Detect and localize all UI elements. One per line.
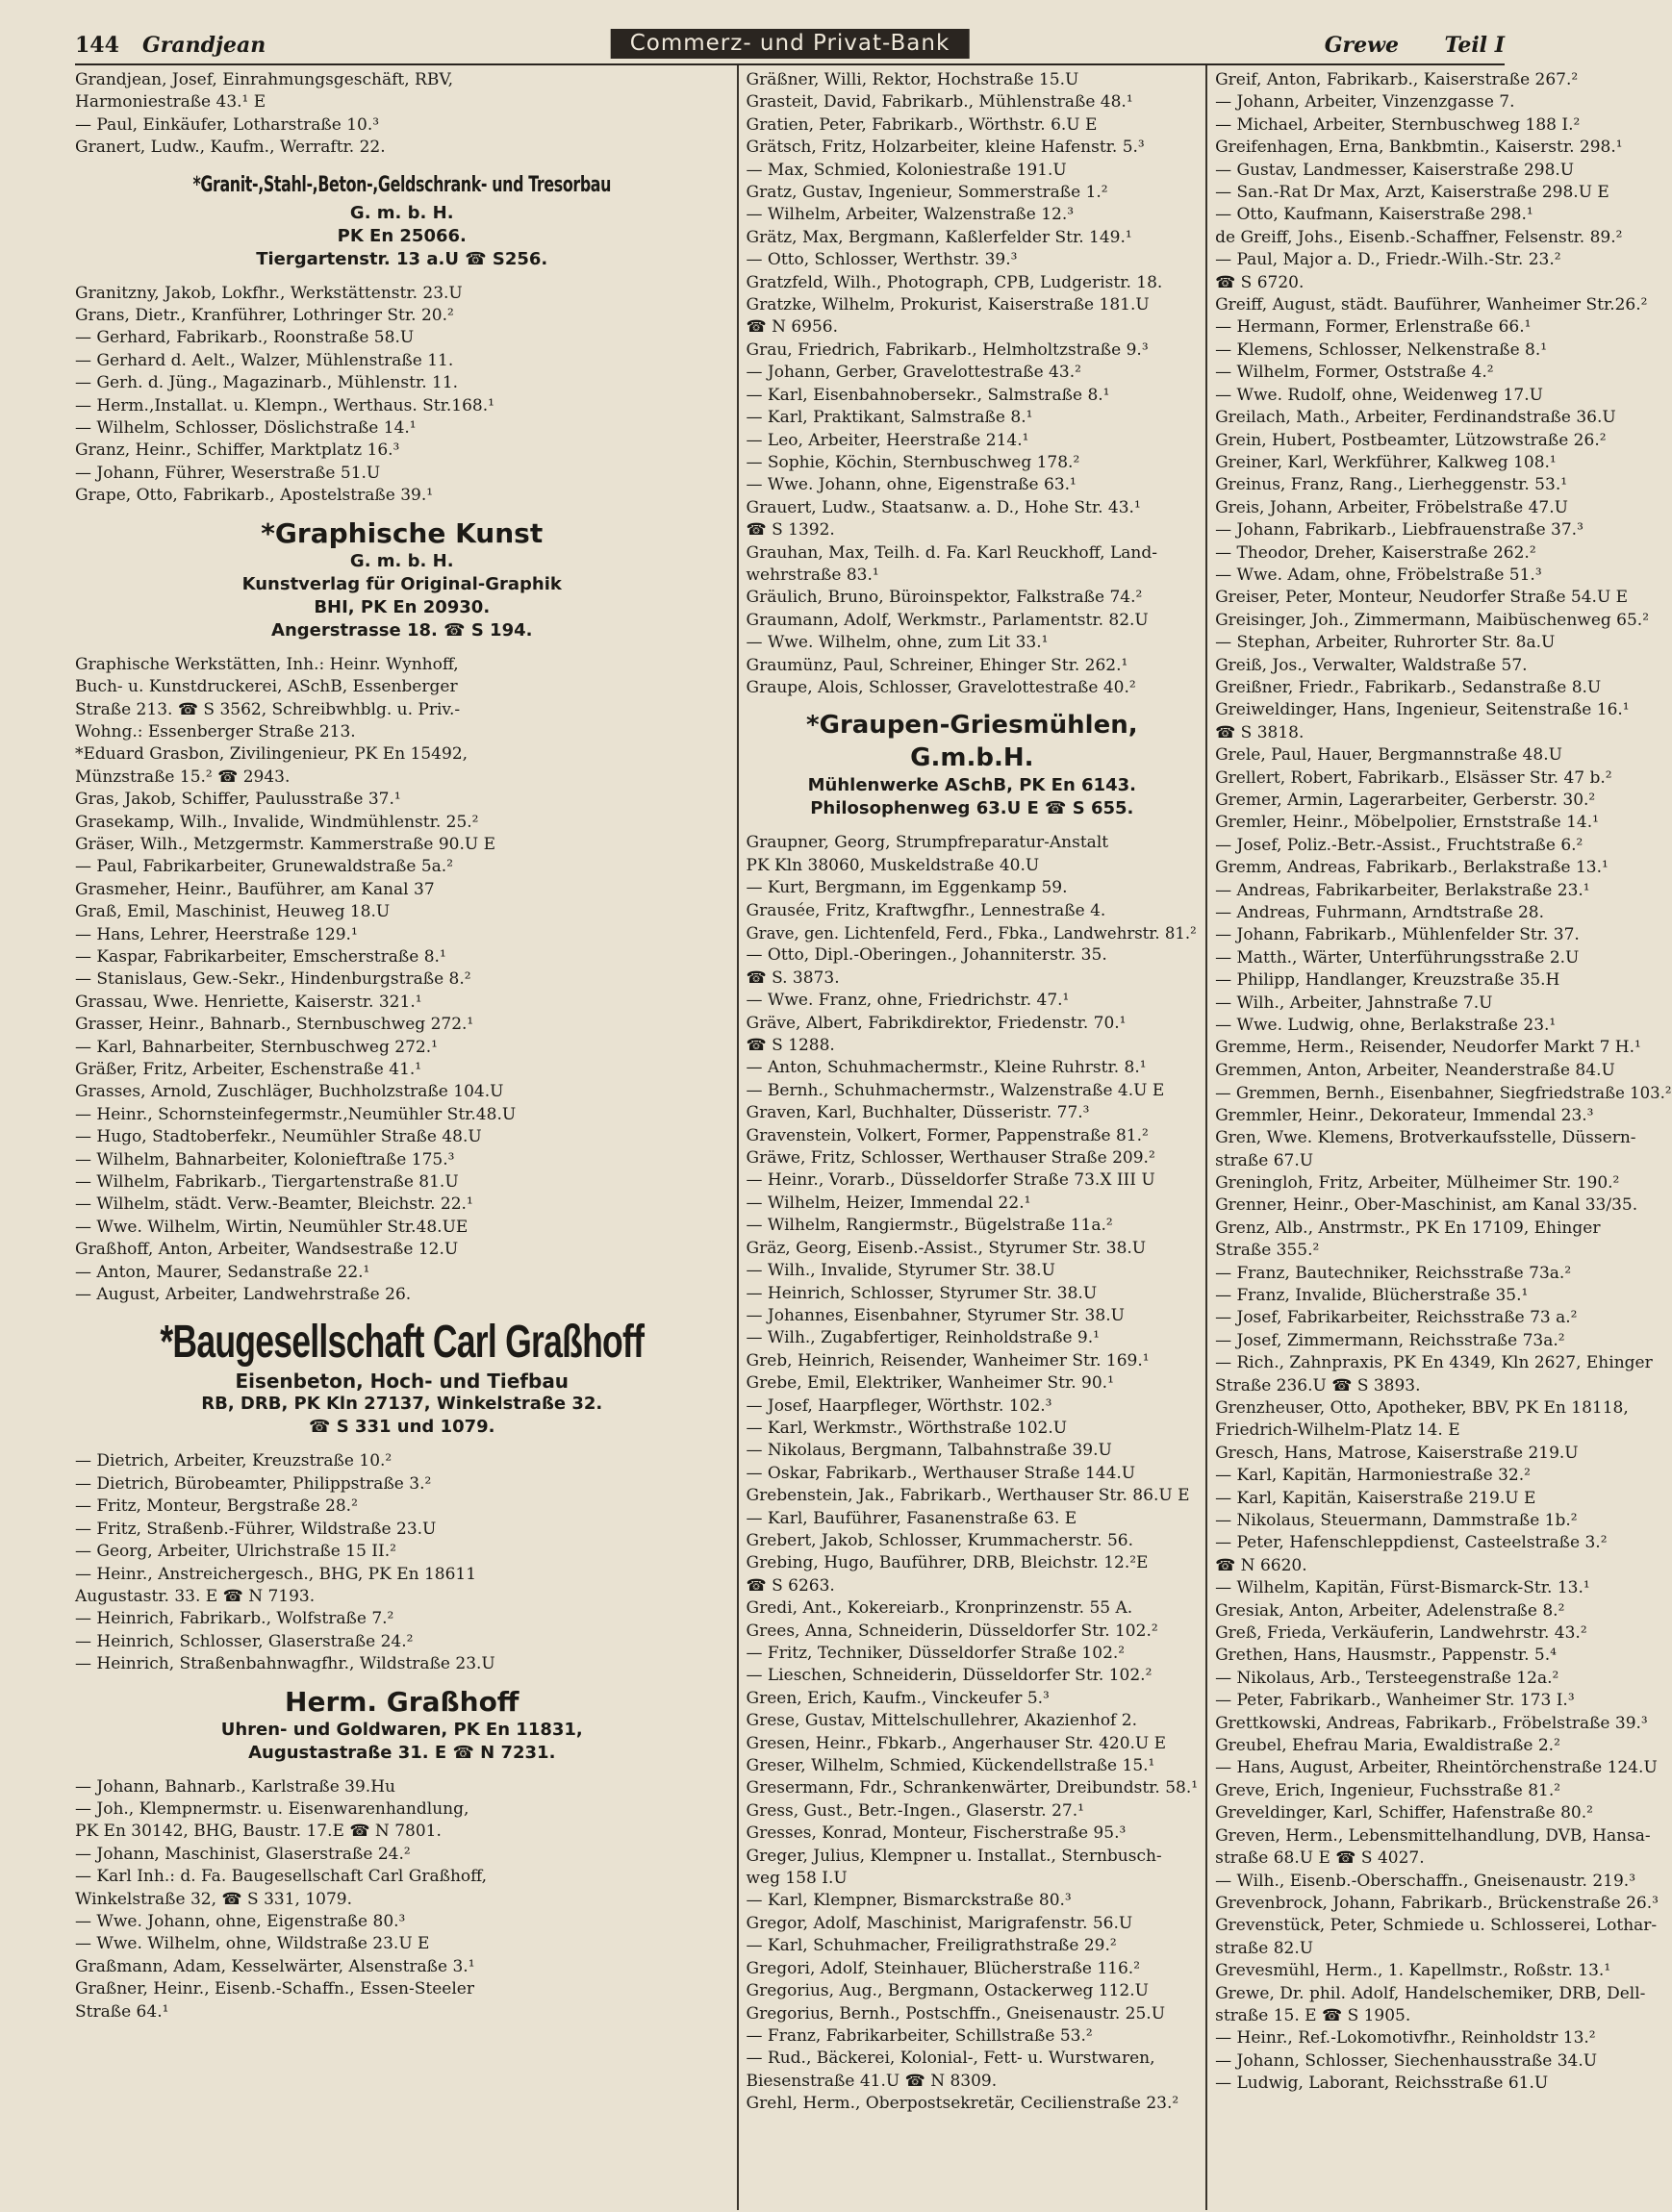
directory-entry: — Karl Inh.: d. Fa. Baugesellschaft Carl Graßhoff,: [75, 1867, 488, 1887]
directory-entry: weg 158 I.U: [746, 1869, 848, 1889]
directory-entry: Gratzke, Wilhelm, Prokurist, Kaiserstraße 181.U: [746, 295, 1150, 315]
directory-entry: Green, Erich, Kaufm., Vinckeufer 5.³: [746, 1688, 1050, 1708]
directory-entry: — Otto, Dipl.-Oberingen., Johanniterstr. 35.: [746, 945, 1107, 966]
directory-entry: Grasteit, David, Fabrikarb., Mühlenstraße 48.¹: [746, 92, 1133, 113]
ad-line: Kunstverlag für Original-Graphik: [241, 573, 562, 594]
directory-entry: — Kurt, Bergmann, im Eggenkamp 59.: [746, 878, 1068, 898]
directory-entry: Straße 355.²: [1215, 1241, 1320, 1261]
directory-entry: Grevesmühl, Herm., 1. Kapellmstr., Roßstr. 13.¹: [1215, 1961, 1611, 1981]
directory-entry: Grenz, Alb., Anstrmstr., PK En 17109, Ehinger: [1215, 1218, 1601, 1238]
directory-entry: Grätsch, Fritz, Holzarbeiter, kleine Hafenstr. 5.³: [746, 138, 1145, 158]
directory-entry: Greißner, Friedr., Fabrikarb., Sedanstraße 8.U: [1215, 677, 1602, 697]
ad-line: Eisenbeton, Hoch- und Tiefbau: [235, 1370, 570, 1394]
ad-line: Mühlenwerke ASchB, PK En 6143.: [807, 775, 1136, 796]
entry-list: [75, 1776, 729, 2023]
directory-entry: Gren, Wwe. Klemens, Brotverkaufsstelle, Düssern-: [1215, 1128, 1636, 1148]
directory-entry: — Bernh., Schuhmachermstr., Walzenstraße 4.U E: [746, 1080, 1165, 1100]
entry-list: [747, 69, 1199, 699]
directory-entry: — Klemens, Schlosser, Nelkenstraße 8.¹: [1215, 339, 1548, 360]
directory-entry: — Wwe. Wilhelm, ohne, Wildstraße 23.U E: [75, 1934, 430, 1954]
directory-entry: — Josef, Poliz.-Betr.-Assist., Fruchtstraße 6.²: [1215, 835, 1583, 855]
directory-entry: Grettkowski, Andreas, Fabrikarb., Fröbelstraße 39.³: [1215, 1713, 1648, 1733]
directory-entry: Greger, Julius, Klempner u. Installat., Sternbusch-: [746, 1846, 1162, 1866]
directory-entry: Graßhoff, Anton, Arbeiter, Wandsestraße 12.U: [75, 1240, 459, 1260]
directory-entry: Grenner, Heinr., Ober-Maschinist, am Kanal 33/35.: [1215, 1195, 1638, 1216]
directory-entry: — Johannes, Eisenbahner, Styrumer Str. 38.U: [746, 1305, 1125, 1325]
directory-entry: Gravenstein, Volkert, Former, Pappenstraße 81.²: [746, 1125, 1149, 1145]
directory-entry: — Wwe. Franz, ohne, Friedrichstr. 47.¹: [746, 991, 1070, 1011]
directory-entry: — Johann, Bahnarb., Karlstraße 39.Hu: [75, 1776, 395, 1797]
directory-entry: de Greiff, Johs., Eisenb.-Schaffner, Felsenstr. 89.²: [1215, 227, 1623, 247]
directory-entry: Gremler, Heinr., Möbelpolier, Ernststraße 14.¹: [1215, 813, 1599, 833]
directory-entry: Grandjean, Josef, Einrahmungsgeschäft, RBV,: [75, 70, 454, 89]
directory-entry: ☎ S. 3873.: [746, 968, 840, 988]
directory-entry: Gregor, Adolf, Maschinist, Marigrafenstr. 56.U: [746, 1913, 1133, 1933]
directory-entry: — Ludwig, Laborant, Reichsstraße 61.U: [1215, 2074, 1549, 2094]
directory-entry: Grasser, Heinr., Bahnarb., Sternbuschweg 272.¹: [75, 1015, 474, 1035]
directory-entry: Grausée, Fritz, Kraftwgfhr., Lennestraße 4.: [746, 900, 1106, 920]
directory-entry: — Wilh., Eisenb.-Oberschaffn., Gneisenaustr. 219.³: [1215, 1871, 1636, 1891]
directory-entry: Greilach, Math., Arbeiter, Ferdinandstraße 36.U: [1215, 408, 1616, 428]
directory-entry: — Karl, Praktikant, Salmstraße 8.¹: [746, 408, 1033, 428]
directory-entry: Gress, Gust., Betr.-Ingen., Glaserstr. 27.¹: [746, 1800, 1084, 1821]
ad-title: *Baugesellschaft Carl Graßhoff: [160, 1317, 645, 1369]
directory-entry: Grevenbrock, Johann, Fabrikarb., Brückenstraße 26.³: [1215, 1893, 1659, 1913]
directory-entry: Gratzfeld, Wilh., Photograph, CPB, Ludgeristr. 18.: [746, 272, 1163, 292]
entry-list: [75, 283, 729, 508]
ad-line: Uhren- und Goldwaren, PK En 11831,: [220, 1719, 583, 1740]
advertisement-herm-grasshoff: [75, 1686, 729, 1765]
directory-entry: — Stephan, Arbeiter, Ruhrorter Str. 8a.U: [1215, 633, 1556, 653]
directory-entry: Gräulich, Bruno, Büroinspektor, Falkstraße 74.²: [746, 588, 1143, 608]
directory-entry: ☎ S 6720.: [1215, 272, 1305, 292]
directory-entry: — Karl, Bauführer, Fasanenstraße 63. E: [746, 1508, 1077, 1528]
directory-entry: Gräßer, Fritz, Arbeiter, Eschenstraße 41.¹: [75, 1060, 422, 1079]
directory-entry: Gresermann, Fdr., Schrankenwärter, Dreibundstr. 58.¹: [746, 1778, 1199, 1798]
directory-entry: Grebenstein, Jak., Fabrikarb., Werthauser Str. 86.U E: [746, 1486, 1190, 1506]
directory-entry: Graphische Werkstätten, Inh.: Heinr. Wynhoff,: [75, 654, 459, 674]
directory-entry: Grebe, Emil, Elektriker, Wanheimer Str. 90.¹: [746, 1373, 1114, 1394]
directory-entry: Greiß, Jos., Verwalter, Waldstraße 57.: [1215, 655, 1528, 675]
directory-entry: wehrstraße 83.¹: [746, 565, 879, 585]
directory-entry: — Georg, Arbeiter, Ulrichstraße 15 II.²: [75, 1542, 396, 1562]
directory-entry: Gregori, Adolf, Steinhauer, Blücherstraße 116.²: [746, 1958, 1141, 1978]
directory-entry: — Karl, Eisenbahnobersekr., Salmstraße 8.¹: [746, 385, 1110, 405]
directory-entry: — Karl, Klempner, Bismarckstraße 80.³: [746, 1891, 1072, 1911]
directory-entry: — Johann, Fabrikarb., Liebfrauenstraße 37.³: [1215, 520, 1583, 540]
directory-entry: — Wilhelm, städt. Verw.-Beamter, Bleichstr. 22.¹: [75, 1194, 473, 1215]
directory-entry: — Franz, Invalide, Blücherstraße 35.¹: [1215, 1285, 1529, 1305]
directory-entry: — Wilhelm, Former, Oststraße 4.²: [1215, 363, 1494, 383]
directory-entry: — Wilh., Invalide, Styrumer Str. 38.U: [746, 1261, 1055, 1281]
directory-entry: — Johann, Führer, Weserstraße 51.U: [75, 463, 381, 483]
directory-entry: Grasses, Arnold, Zuschläger, Buchholzstraße 104.U: [75, 1082, 504, 1102]
ad-line: RB, DRB, PK Kln 27137, Winkelstraße 32.: [201, 1394, 603, 1415]
column-2: [737, 65, 1206, 2210]
entry-list: [75, 1450, 729, 1675]
directory-entry: straße 67.U: [1215, 1150, 1314, 1170]
advertisement-graupen-griesmuehlen: [747, 709, 1199, 820]
directory-entry: ☎ N 6956.: [746, 317, 839, 338]
directory-entry: — Johann, Gerber, Gravelottestraße 43.²: [746, 363, 1081, 383]
ad-line: BHI, PK En 20930.: [314, 596, 491, 617]
directory-entry: Straße 64.¹: [75, 2001, 169, 2022]
ad-line: Angerstrasse 18. ☎ S 194.: [271, 619, 533, 641]
directory-entry: — Karl, Kapitän, Kaiserstraße 219.U E: [1215, 1488, 1536, 1508]
directory-entry: Grehl, Herm., Oberpostsekretär, Cecilienstraße 23.²: [746, 2094, 1179, 2114]
directory-entry: — Heinr., Schornsteinfegermstr.,Neumühler Str.48.U: [75, 1104, 517, 1124]
directory-entry: — Joh., Klempnermstr. u. Eisenwarenhandlung,: [75, 1798, 469, 1819]
header-right-catchword: Grewe: [1324, 33, 1399, 58]
directory-entry: Straße 213. ☎ S 3562, Schreibwhblg. u. Priv.-: [75, 699, 461, 719]
ad-title: *Granit-,Stahl-,Beton-,Geldschrank- und Tresorbau: [192, 172, 612, 197]
entry-list: [75, 69, 729, 160]
directory-entry: Greif, Anton, Fabrikarb., Kaiserstraße 267.²: [1215, 70, 1579, 89]
directory-entry: Greb, Heinrich, Reisender, Wanheimer Str. 169.¹: [746, 1350, 1150, 1370]
directory-entry: Gremer, Armin, Lagerarbeiter, Gerberstr. 30.²: [1215, 791, 1596, 810]
directory-entry: — Michael, Arbeiter, Sternbuschweg 188 I.²: [1215, 114, 1581, 135]
directory-entry: — Wilhelm, Arbeiter, Walzenstraße 12.³: [746, 205, 1075, 225]
ad-line: PK En 25066.: [337, 225, 467, 246]
directory-entry: — Kaspar, Fabrikarbeiter, Emscherstraße 8.¹: [75, 946, 446, 967]
directory-entry: Grätz, Max, Bergmann, Kaßlerfelder Str. 149.¹: [746, 227, 1132, 247]
directory-entry: straße 68.U E ☎ S 4027.: [1215, 1848, 1425, 1869]
directory-entry: Greveldinger, Karl, Schiffer, Hafenstraße 80.²: [1215, 1803, 1593, 1823]
ad-line: Tiergartenstr. 13 a.U ☎ S256.: [256, 248, 548, 269]
directory-entry: Münzstraße 15.² ☎ 2943.: [75, 767, 291, 787]
directory-entry: — Andreas, Fabrikarbeiter, Berlakstraße 23.¹: [1215, 880, 1590, 900]
directory-entry: Gresiak, Anton, Arbeiter, Adelenstraße 8.²: [1215, 1600, 1565, 1621]
ad-title: Herm. Graßhoff: [285, 1685, 519, 1718]
directory-entry: — Johann, Maschinist, Glaserstraße 24.²: [75, 1844, 411, 1864]
directory-entry: Buch- u. Kunstdruckerei, ASchB, Essenberger: [75, 677, 458, 697]
directory-entry: — Gerhard, Fabrikarb., Roonstraße 58.U: [75, 328, 415, 348]
directory-entry: — Otto, Kaufmann, Kaiserstraße 298.¹: [1215, 205, 1533, 225]
entry-list: [747, 832, 1199, 2115]
directory-entry: — Otto, Schlosser, Werthstr. 39.³: [746, 250, 1018, 270]
directory-entry: — Heinrich, Schlosser, Styrumer Str. 38.U: [746, 1283, 1098, 1303]
directory-entry: Grauhan, Max, Teilh. d. Fa. Karl Reuckhoff, Land-: [746, 542, 1157, 563]
part-label: Teil I: [1444, 33, 1505, 58]
directory-entry: — Theodor, Dreher, Kaiserstraße 262.²: [1215, 542, 1536, 563]
directory-entry: — Fritz, Straßenb.-Führer, Wildstraße 23.U: [75, 1519, 437, 1539]
directory-entry: Winkelstraße 32, ☎ S 331, 1079.: [75, 1889, 352, 1909]
column-1: [75, 65, 737, 2210]
advertisement-granit: [75, 169, 729, 271]
directory-entry: Grasekamp, Wilh., Invalide, Windmühlenstr. 25.²: [75, 812, 479, 832]
directory-entry: Gresch, Hans, Matrose, Kaiserstraße 219.U: [1215, 1443, 1579, 1463]
directory-entry: — Wwe. Johann, ohne, Eigenstraße 63.¹: [746, 475, 1077, 495]
directory-entry: straße 15. E ☎ S 1905.: [1215, 2005, 1411, 2025]
bank-banner: Commerz- und Privat-Bank: [611, 29, 970, 59]
directory-entry: Grans, Dietr., Kranführer, Lothringer Str. 20.²: [75, 306, 454, 326]
directory-entry: Grape, Otto, Fabrikarb., Apostelstraße 39.¹: [75, 486, 434, 506]
directory-entry: Grenzheuser, Otto, Apotheker, BBV, PK En 18118,: [1215, 1397, 1629, 1418]
directory-entry: Grebert, Jakob, Schlosser, Krummacherstr. 56.: [746, 1530, 1133, 1550]
directory-entry: — Wilhelm, Schlosser, Döslichstraße 14.¹: [75, 418, 417, 439]
directory-entry: Graßner, Heinr., Eisenb.-Schaffn., Essen-Steeler: [75, 1979, 474, 1999]
directory-entry: Grele, Paul, Hauer, Bergmannstraße 48.U: [1215, 745, 1562, 766]
directory-entry: — Wwe. Ludwig, ohne, Berlakstraße 23.¹: [1215, 1016, 1557, 1036]
directory-entry: — Wwe. Rudolf, ohne, Weidenweg 17.U: [1215, 385, 1543, 405]
directory-entry: Gresen, Heinr., Fbkarb., Angerhauser Str. 420.U E: [746, 1733, 1167, 1753]
directory-entry: — Johann, Arbeiter, Vinzenzgasse 7.: [1215, 92, 1515, 113]
directory-entry: Greve, Erich, Ingenieur, Fuchsstraße 81.²: [1215, 1780, 1561, 1800]
directory-entry: — Fritz, Monteur, Bergstraße 28.²: [75, 1496, 358, 1517]
directory-entry: Gremme, Herm., Reisender, Neudorfer Markt 7 H.¹: [1215, 1038, 1641, 1058]
directory-entry: — Peter, Fabrikarb., Wanheimer Str. 173 I.³: [1215, 1691, 1575, 1711]
directory-entry: Grave, gen. Lichtenfeld, Ferd., Fbkа., Landwehrstr. 81.²: [746, 924, 1197, 943]
directory-entry: Gräser, Wilh., Metzgermstr. Kammerstraße 90.U E: [75, 834, 496, 854]
ad-line: G. m. b. H.: [349, 202, 454, 223]
directory-entry: Grethen, Hans, Hausmstr., Pappenstr. 5.⁴: [1215, 1646, 1557, 1666]
directory-entry: — Karl, Werkmstr., Wörthstraße 102.U: [746, 1418, 1068, 1438]
directory-entry: Gratien, Peter, Fabrikarb., Wörthstr. 6.U E: [746, 114, 1098, 135]
directory-entry: Gregorius, Bernh., Postschffn., Gneisenaustr. 25.U: [746, 2003, 1166, 2023]
directory-entry: — Paul, Major a. D., Friedr.-Wilh.-Str. 23.²: [1215, 250, 1561, 270]
ad-line: Philosophenweg 63.U E ☎ S 655.: [810, 798, 1134, 819]
directory-entry: — Hans, August, Arbeiter, Rheintörchenstraße 124.U: [1215, 1758, 1658, 1778]
directory-entry: ☎ S 3818.: [1215, 722, 1305, 742]
directory-entry: — Franz, Fabrikarbeiter, Schillstraße 53.²: [746, 2025, 1093, 2046]
directory-entry: Greß, Frieda, Verkäuferin, Landwehrstr. 43.²: [1215, 1623, 1587, 1644]
directory-entry: — Nikolaus, Arb., Tersteegenstraße 12a.²: [1215, 1668, 1559, 1688]
directory-entry: Gräve, Albert, Fabrikdirektor, Friedenstr. 70.¹: [746, 1013, 1127, 1033]
directory-entry: — Wwe. Adam, ohne, Fröbelstraße 51.³: [1215, 565, 1542, 585]
directory-entry: Granert, Ludw., Kaufm., Werraftr. 22.: [75, 138, 386, 158]
directory-entry: — Wilhelm, Bahnarbeiter, Kolonieftraße 175.³: [75, 1149, 455, 1169]
directory-entry: — Josef, Fabrikarbeiter, Reichsstraße 73 a.²: [1215, 1308, 1578, 1328]
ad-line: Augustastraße 31. E ☎ N 7231.: [248, 1742, 556, 1763]
directory-entry: — Hans, Lehrer, Heerstraße 129.¹: [75, 924, 358, 944]
directory-entry: ☎ S 1288.: [746, 1036, 835, 1056]
directory-entry: Graupe, Alois, Schlosser, Gravelottestraße 40.²: [746, 677, 1136, 697]
directory-entry: Grellert, Robert, Fabrikarb., Elsässer Str. 47 b.²: [1215, 767, 1612, 788]
advertisement-graphische-kunst: [75, 517, 729, 642]
directory-entry: *Eduard Grasbon, Zivilingenieur, PK En 15492,: [75, 744, 469, 765]
directory-entry: — Rud., Bäckerei, Kolonial-, Fett- u. Wurstwaren,: [746, 2049, 1155, 2069]
directory-entry: — Hermann, Former, Erlenstraße 66.¹: [1215, 317, 1532, 338]
directory-entry: Granz, Heinr., Schiffer, Marktplatz 16.³: [75, 440, 400, 461]
directory-entry: — Wwe. Wilhelm, ohne, zum Lit 33.¹: [746, 633, 1049, 653]
header-left-catchword: Grandjean: [142, 33, 266, 58]
directory-entry: — Rich., Zahnpraxis, PK En 4349, Kln 2627, Ehinger: [1215, 1353, 1653, 1373]
directory-entry: Graupner, Georg, Strumpfreparatur-Anstalt: [746, 833, 1109, 853]
directory-entry: — Johann, Schlosser, Siechenhausstraße 34.U: [1215, 2050, 1598, 2071]
directory-entry: Greinus, Franz, Rang., Lierheggenstr. 53.¹: [1215, 475, 1568, 495]
directory-entry: ☎ S 6263.: [746, 1575, 835, 1596]
directory-entry: — Andreas, Fuhrmann, Arndtstraße 28.: [1215, 903, 1544, 923]
directory-entry: — Heinr., Vorarb., Düsseldorfer Straße 73.X III U: [746, 1170, 1155, 1191]
directory-entry: Gremmen, Anton, Arbeiter, Neanderstraße 84.U: [1215, 1060, 1615, 1080]
directory-entry: Grasmeher, Heinr., Bauführer, am Kanal 37: [75, 879, 435, 899]
directory-entry: — Stanislaus, Gew.-Sekr., Hindenburgstraße 8.²: [75, 969, 471, 990]
directory-entry: Gremmler, Heinr., Dekorateur, Immendal 23.³: [1215, 1105, 1594, 1125]
directory-entry: Granitzny, Jakob, Lokfhr., Werkstättenstr. 23.U: [75, 283, 463, 303]
directory-entry: — Herm.,Installat. u. Klempn., Werthaus. Str.168.¹: [75, 395, 494, 415]
entry-list: [1215, 69, 1671, 2096]
directory-entry: — Heinr., Anstreichergesch., BHG, PK En 18611: [75, 1564, 477, 1584]
directory-entry: Gresses, Konrad, Monteur, Fischerstraße 95.³: [746, 1823, 1127, 1844]
directory-entry: — Nikolaus, Bergmann, Talbahnstraße 39.U: [746, 1441, 1112, 1461]
advertisement-baugesellschaft: [75, 1316, 729, 1439]
directory-entry: — Max, Schmied, Koloniestraße 191.U: [746, 160, 1067, 180]
directory-entry: Greifenhagen, Erna, Bankbmtin., Kaiserstr. 298.¹: [1215, 138, 1623, 158]
directory-entry: ☎ S 1392.: [746, 520, 835, 540]
directory-entry: Grebing, Hugo, Bauführer, DRB, Bleichstr. 12.²E: [746, 1553, 1149, 1573]
directory-entry: Grassau, Wwe. Henriette, Kaiserstr. 321.¹: [75, 992, 422, 1012]
ad-line: G. m. b. H.: [349, 550, 454, 571]
directory-entry: Gratz, Gustav, Ingenieur, Sommerstraße 1.²: [746, 183, 1108, 203]
directory-entry: Gräwe, Fritz, Schlosser, Werthauser Straße 209.²: [746, 1148, 1155, 1169]
directory-entry: — Karl, Schuhmacher, Freiligrathstraße 29.²: [746, 1936, 1117, 1956]
directory-entry: — Peter, Hafenschleppdienst, Casteelstraße 3.²: [1215, 1533, 1608, 1553]
directory-entry: — Philipp, Handlanger, Kreuzstraße 35.H: [1215, 970, 1560, 991]
directory-entry: — San.-Rat Dr Max, Arzt, Kaiserstraße 298.U E: [1215, 183, 1609, 203]
entry-list: [75, 654, 729, 1307]
directory-entry: — Karl, Kapitän, Harmoniestraße 32.²: [1215, 1466, 1531, 1486]
directory-entry: Graumünz, Paul, Schreiner, Ehinger Str. 262.¹: [746, 655, 1128, 675]
directory-entry: Graven, Karl, Buchhalter, Düsseristr. 77.³: [746, 1103, 1090, 1123]
directory-entry: — Fritz, Techniker, Düsseldorfer Straße 102.²: [746, 1644, 1126, 1663]
directory-entry: Greser, Wilhelm, Schmied, Kückendellstraße 15.¹: [746, 1756, 1155, 1776]
directory-entry: Greningloh, Fritz, Arbeiter, Mülheimer Str. 190.²: [1215, 1172, 1620, 1193]
directory-entry: Graumann, Adolf, Werkmstr., Parlamentstr. 82.U: [746, 610, 1149, 630]
directory-columns: [75, 65, 1672, 2210]
directory-entry: — Wwe. Wilhelm, Wirtin, Neumühler Str.48.UE: [75, 1217, 469, 1237]
ad-line: ☎ S 331 und 1079.: [309, 1417, 495, 1438]
directory-entry: Gregorius, Aug., Bergmann, Ostackerweg 112.U: [746, 1981, 1149, 2001]
directory-entry: Grese, Gustav, Mittelschullehrer, Akazienhof 2.: [746, 1711, 1137, 1731]
directory-entry: — Franz, Bautechniker, Reichsstraße 73a.²: [1215, 1263, 1572, 1283]
directory-entry: Gremm, Andreas, Fabrikarb., Berlakstraße 13.¹: [1215, 858, 1609, 878]
directory-entry: — Wilhelm, Heizer, Immendal 22.¹: [746, 1193, 1031, 1213]
directory-entry: — Heinrich, Fabrikarb., Wolfstraße 7.²: [75, 1609, 394, 1629]
directory-entry: — Sophie, Köchin, Sternbuschweg 178.²: [746, 452, 1080, 472]
directory-entry: Grauert, Ludw., Staatsanw. a. D., Hohe Str. 43.¹: [746, 497, 1141, 517]
directory-entry: — Dietrich, Arbeiter, Kreuzstraße 10.²: [75, 1451, 393, 1471]
directory-entry: — Matth., Wärter, Unterführungsstraße 2.U: [1215, 947, 1580, 968]
directory-entry: Grewe, Dr. phil. Adolf, Handelschemiker, DRB, Dell-: [1215, 1983, 1646, 2003]
directory-entry: — Karl, Bahnarbeiter, Sternbuschweg 272.¹: [75, 1037, 438, 1057]
directory-entry: Greiser, Peter, Monteur, Neudorfer Straße 54.U E: [1215, 588, 1629, 608]
directory-entry: — Josef, Zimmermann, Reichsstraße 73a.²: [1215, 1330, 1565, 1350]
directory-entry: straße 82.U: [1215, 1938, 1314, 1958]
directory-entry: — Lieschen, Schneiderin, Düsseldorfer Str. 102.²: [746, 1666, 1153, 1686]
directory-entry: Grau, Friedrich, Fabrikarb., Helmholtzstraße 9.³: [746, 339, 1149, 360]
directory-entry: Grevenstück, Peter, Schmiede u. Schlosserei, Lothar-: [1215, 1916, 1658, 1936]
directory-entry: — Nikolaus, Steuermann, Dammstraße 1b.²: [1215, 1511, 1578, 1530]
directory-entry: Greiff, August, städt. Bauführer, Wanheimer Str.26.²: [1215, 295, 1648, 315]
directory-entry: — Anton, Schuhmachermstr., Kleine Ruhrstr. 8.¹: [746, 1058, 1147, 1078]
ad-title: *Graphische Kunst: [261, 516, 544, 549]
page-header: [75, 29, 1505, 65]
directory-entry: Greiweldinger, Hans, Ingenieur, Seitenstraße 16.¹: [1215, 700, 1630, 720]
directory-entry: — Wilhelm, Rangiermstr., Bügelstraße 11a.²: [746, 1216, 1113, 1236]
ad-title: *Graupen-Griesmühlen, G.m.b.H.: [806, 711, 1138, 773]
directory-entry: — Leo, Arbeiter, Heerstraße 214.¹: [746, 430, 1029, 450]
directory-entry: Straße 236.U ☎ S 3893.: [1215, 1375, 1421, 1395]
directory-entry: Gräz, Georg, Eisenb.-Assist., Styrumer Str. 38.U: [746, 1238, 1147, 1258]
directory-entry: — Hugo, Stadtoberfekr., Neumühler Straße 48.U: [75, 1127, 482, 1147]
directory-entry: — Gerhard d. Aelt., Walzer, Mühlenstraße 11.: [75, 350, 454, 370]
directory-entry: Gredi, Ant., Kokereiarb., Kronprinzenstr. 55 A.: [746, 1598, 1133, 1619]
directory-entry: — Paul, Einkäufer, Lotharstraße 10.³: [75, 114, 380, 135]
directory-entry: — Paul, Fabrikarbeiter, Grunewaldstraße 5a.²: [75, 857, 454, 877]
directory-entry: — Wilh., Arbeiter, Jahnstraße 7.U: [1215, 993, 1493, 1013]
directory-entry: Friedrich-Wilhelm-Platz 14. E: [1215, 1420, 1460, 1441]
directory-entry: Greis, Johann, Arbeiter, Fröbelstraße 47.U: [1215, 497, 1568, 517]
directory-entry: Harmoniestraße 43.¹ E: [75, 92, 266, 113]
directory-entry: Wohng.: Essenberger Straße 213.: [75, 721, 356, 742]
column-3: [1205, 65, 1671, 2210]
directory-entry: — Heinrich, Straßenbahnwagfhr., Wildstraße 23.U: [75, 1654, 495, 1674]
directory-entry: — Wilhelm, Fabrikarb., Tiergartenstraße 81.U: [75, 1172, 459, 1193]
directory-entry: Augustastr. 33. E ☎ N 7193.: [75, 1586, 316, 1606]
directory-entry: Greven, Herm., Lebensmittelhandlung, DVB, Hansa-: [1215, 1825, 1651, 1846]
directory-entry: — Josef, Haarpfleger, Wörthstr. 102.³: [746, 1395, 1052, 1416]
directory-entry: — Gustav, Landmesser, Kaiserstraße 298.U: [1215, 160, 1575, 180]
directory-entry: — Gremmen, Bernh., Eisenbahner, Siegfriedstraße 103.²: [1215, 1084, 1672, 1103]
directory-entry: — Gerh. d. Jüng., Magazinarb., Mühlenstr. 11.: [75, 373, 459, 393]
directory-entry: — Wilh., Zugabfertiger, Reinholdstraße 9.¹: [746, 1328, 1100, 1348]
directory-entry: — Dietrich, Bürobeamter, Philippstraße 3.²: [75, 1473, 432, 1494]
directory-entry: Graß, Emil, Maschinist, Heuweg 18.U: [75, 902, 391, 922]
directory-entry: — Wwe. Johann, ohne, Eigenstraße 80.³: [75, 1911, 406, 1931]
directory-entry: Gräßner, Willi, Rektor, Hochstraße 15.U: [746, 70, 1079, 89]
directory-entry: ☎ N 6620.: [1215, 1555, 1307, 1575]
directory-entry: — Anton, Maurer, Sedanstraße 22.¹: [75, 1262, 370, 1282]
directory-entry: Grees, Anna, Schneiderin, Düsseldorfer Str. 102.²: [746, 1621, 1158, 1641]
directory-entry: — Heinrich, Schlosser, Glaserstraße 24.²: [75, 1631, 414, 1651]
directory-entry: Gras, Jakob, Schiffer, Paulusstraße 37.¹: [75, 790, 401, 810]
directory-entry: Graßmann, Adam, Kesselwärter, Alsenstraße 3.¹: [75, 1956, 475, 1976]
directory-entry: — Heinr., Ref.-Lokomotivfhr., Reinholdstr 13.²: [1215, 2028, 1596, 2049]
directory-entry: — August, Arbeiter, Landwehrstraße 26.: [75, 1285, 412, 1305]
directory-entry: — Wilhelm, Kapitän, Fürst-Bismarck-Str. 13.¹: [1215, 1578, 1590, 1598]
directory-entry: Greisinger, Joh., Zimmermann, Maibüschenweg 65.²: [1215, 610, 1650, 630]
directory-entry: Biesenstraße 41.U ☎ N 8309.: [746, 2071, 998, 2091]
directory-entry: Grein, Hubert, Postbeamter, Lützowstraße 26.²: [1215, 430, 1607, 450]
directory-entry: Greubel, Ehefrau Maria, Ewaldistraße 2.²: [1215, 1736, 1560, 1756]
directory-entry: PK En 30142, BHG, Baustr. 17.E ☎ N 7801.: [75, 1822, 442, 1842]
directory-entry: PK Kln 38060, Muskeldstraße 40.U: [746, 855, 1040, 875]
directory-entry: — Johann, Fabrikarb., Mühlenfelder Str. 37.: [1215, 925, 1580, 945]
directory-entry: — Oskar, Fabrikarb., Werthauser Straße 144.U: [746, 1463, 1136, 1483]
directory-entry: Greiner, Karl, Werkführer, Kalkweg 108.¹: [1215, 452, 1557, 472]
page-number: 144: [75, 33, 119, 58]
